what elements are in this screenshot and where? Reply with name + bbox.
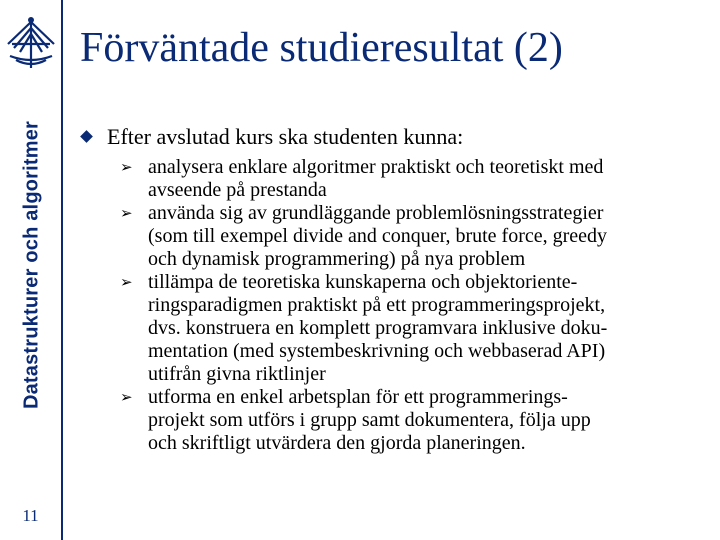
page-number: 11 [22,506,39,525]
list-item-line: mentation (med systembeskrivning och webbaserad API) [148,340,606,362]
outcome-list [120,156,715,455]
list-item [120,386,715,455]
sidebar-divider [61,0,63,540]
list-item-line: använda sig av grundläggande problemlösningsstrategier [148,202,604,224]
main-bullet-text: Efter avslutad kurs ska studenten kunna: [107,124,464,149]
arrow-bullet-icon: ➢ [120,273,133,291]
list-item-text [148,202,715,271]
slide-title: Förväntade studieresultat (2) [80,25,563,71]
list-item-line: utifrån givna riktlinjer [148,363,326,385]
list-item-line: utforma en enkel arbetsplan för ett programmerings- [148,386,568,408]
list-item-line: och dynamisk programmering) på nya problem [148,248,526,270]
list-item-line: avseende på prestanda [148,179,327,201]
list-item-line: tillämpa de teoretiska kunskaperna och objektoriente- [148,271,578,293]
list-item [120,156,715,202]
university-logo-icon [2,14,60,72]
list-item [120,271,715,386]
arrow-bullet-icon: ➢ [120,204,133,222]
arrow-bullet-icon: ➢ [120,158,133,176]
list-item-line: projekt som utförs i grupp samt dokumentera, följa upp [148,409,591,431]
list-item-text [148,271,715,386]
list-item-text [148,386,715,455]
list-item-line: och skriftligt utvärdera den gjorda planeringen. [148,432,526,454]
list-item-line: ringsparadigmen praktiskt på ett programmeringsprojekt, [148,294,606,316]
list-item-line: dvs. konstruera en komplett programvara inklusive doku- [148,317,608,339]
list-item-line: analysera enklare algoritmer praktiskt och teoretiskt med [148,156,604,178]
list-item-text [148,156,715,202]
main-bullet [82,124,463,150]
sidebar [0,0,63,540]
course-title: Datastrukturer och algoritmer [20,120,43,410]
diamond-bullet-icon [80,130,93,143]
list-item-line: (som till exempel divide and conquer, brute force, greedy [148,225,608,247]
list-item [120,202,715,271]
arrow-bullet-icon: ➢ [120,388,133,406]
